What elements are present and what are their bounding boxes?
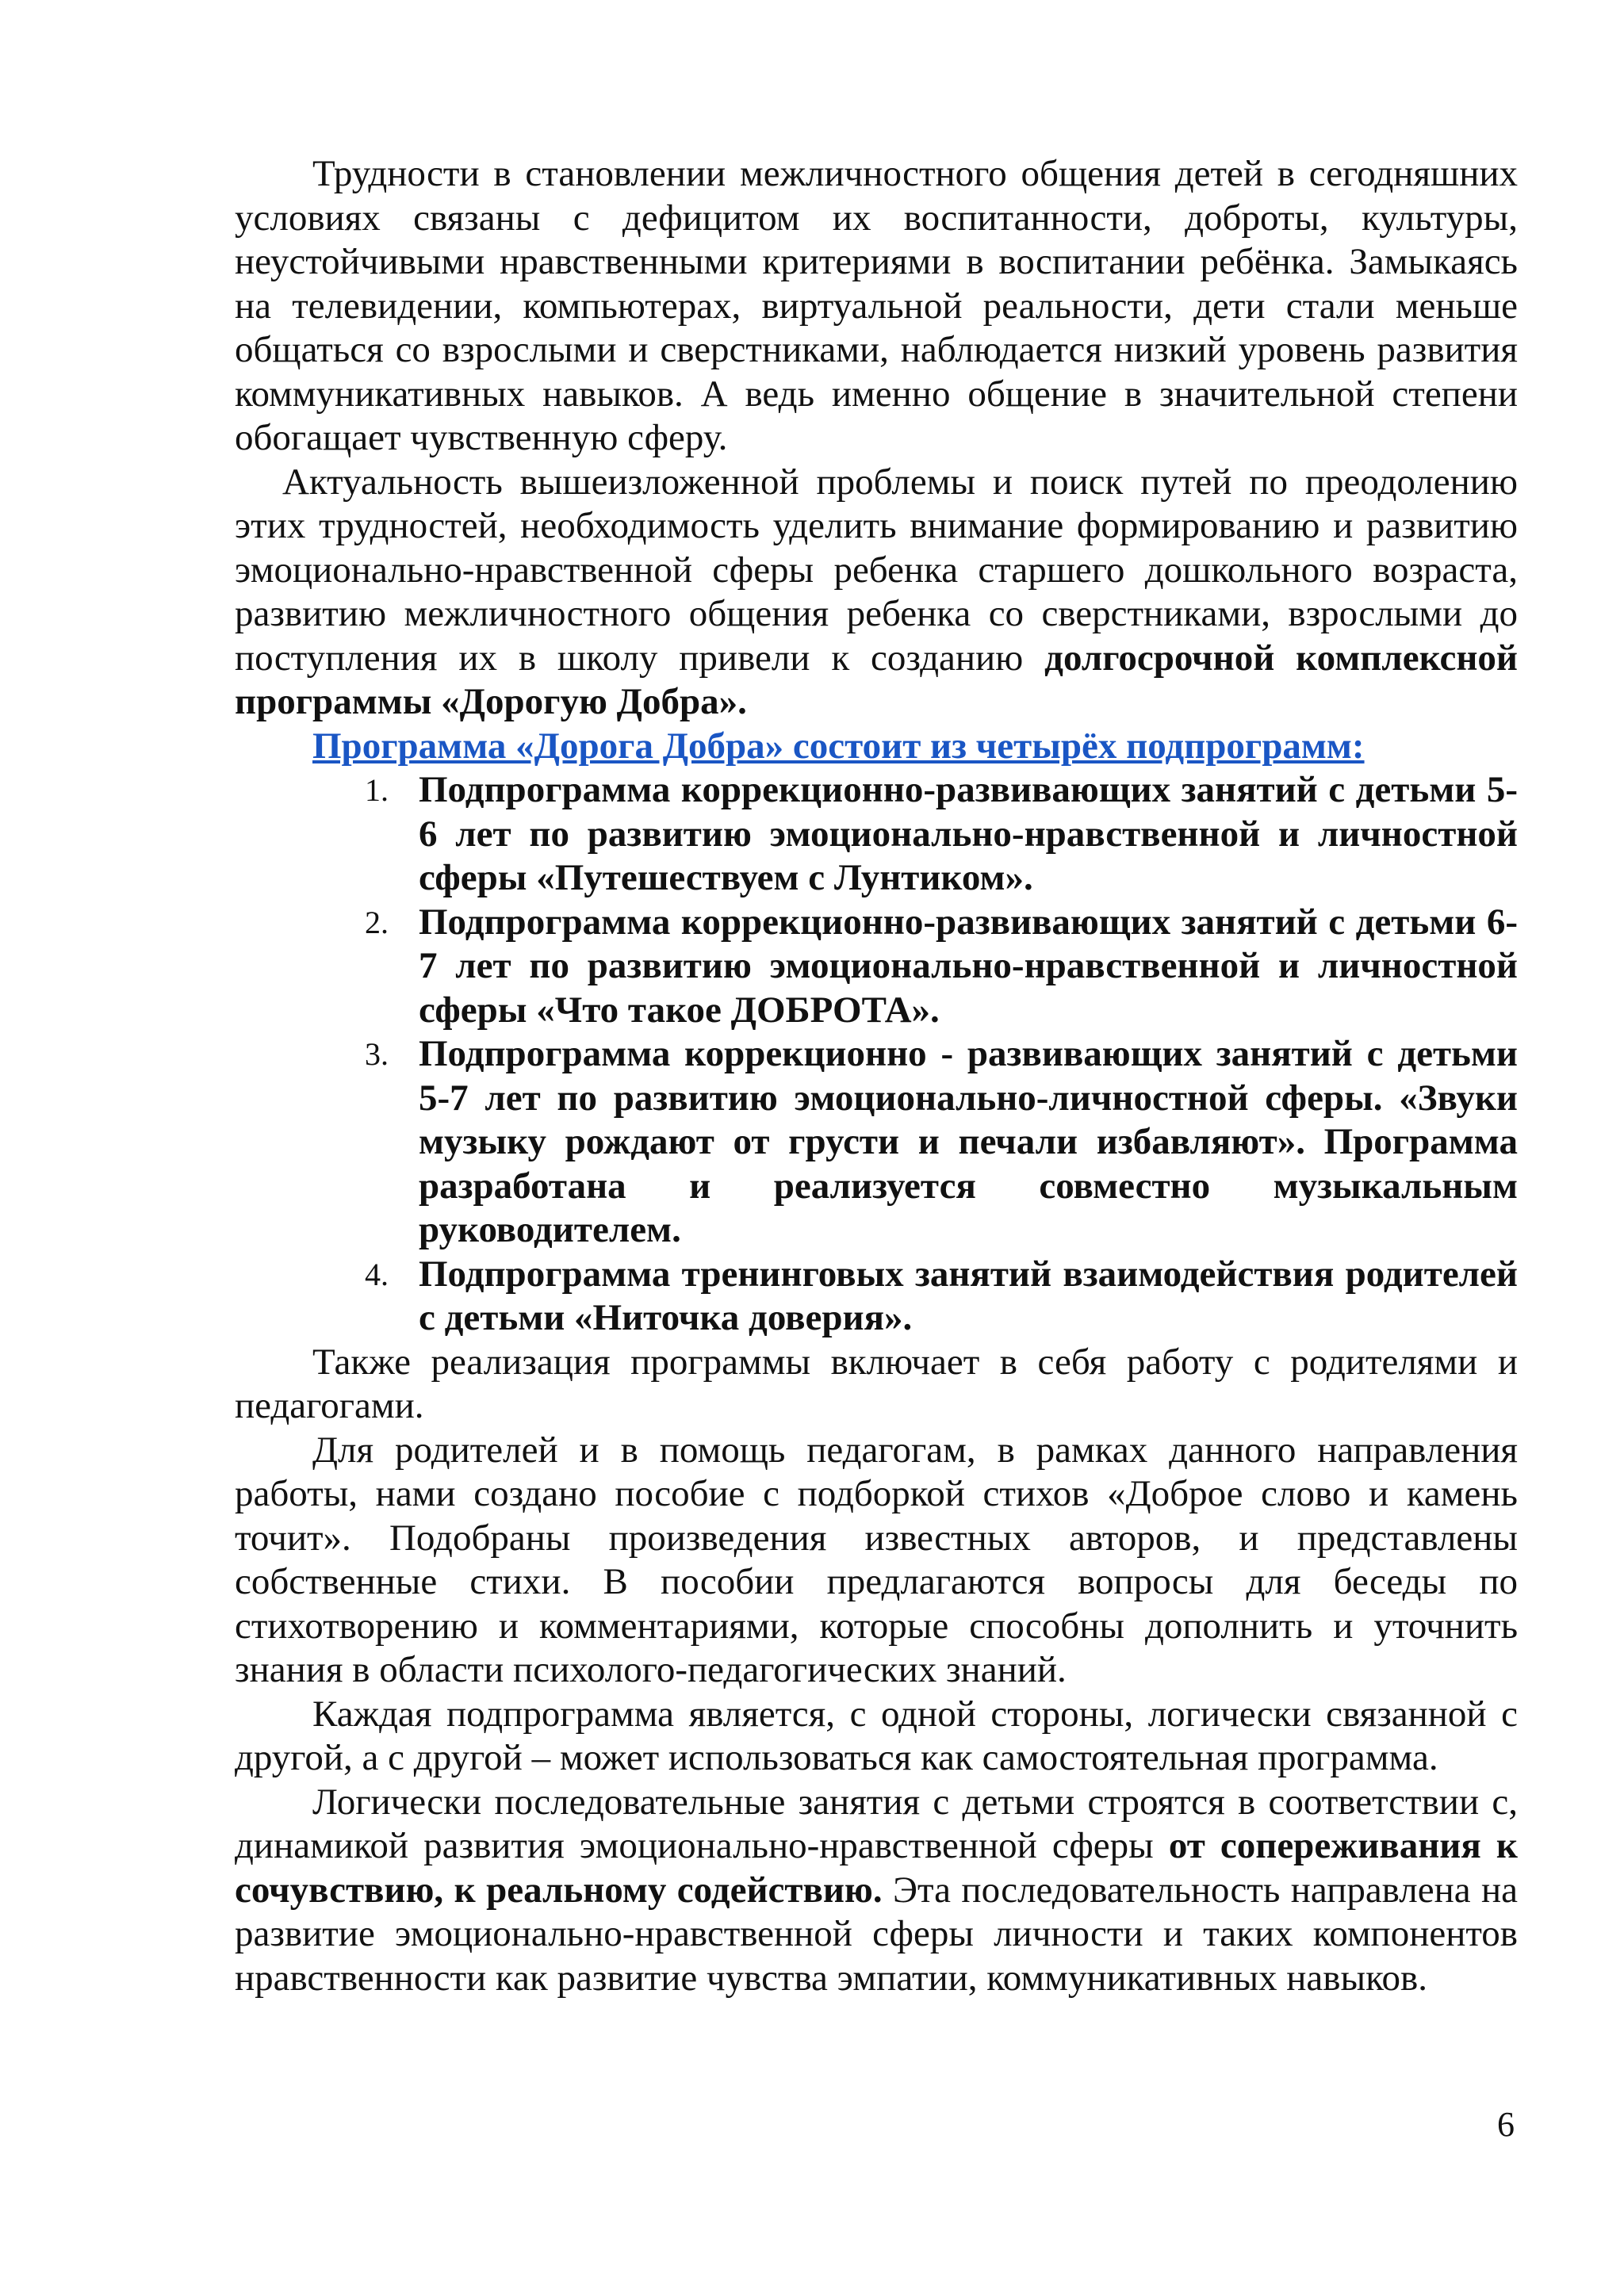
paragraph-implementation: Также реализация программы включает в себя работу с родителями и педагогами. (235, 1341, 1518, 1426)
subprogram-text: Подпрограмма тренинговых занятий взаимодействия родителей с детьми «Ниточка доверия». (419, 1253, 1518, 1338)
paragraph-manual: Для родителей и в помощь педагогам, в рамках данного направления работы, нами создано пособие с подборкой стихов «Доброе слово и камень точит». Подобраны произведения известных авторов, и представлены собственные стихи. В пособии предлагаются вопросы для беседы по стихотворению и комментариями, которые способны дополнить и уточнить знания в области психолого-педагогических знаний. (235, 1429, 1518, 1690)
subprogram-item (235, 768, 1518, 901)
paragraph-sequence (235, 1781, 1518, 2001)
subprogram-item (235, 1253, 1518, 1341)
paragraph-sequence-start: Логически последовательные занятия с детьми строятся в соответствии с, динамикой развития эмоционально-нравственной сферы (235, 1781, 1518, 1866)
subprogram-number: 2. (365, 904, 389, 940)
subprogram-list (235, 768, 1518, 1341)
document-page (235, 152, 1518, 2000)
subprogram-item (235, 1032, 1518, 1253)
paragraph-relevance-text: Актуальность вышеизложенной проблемы и поиск путей по преодолению этих трудностей, необходимость уделить внимание формированию и развитию эмоционально-нравственной сферы ребенка старшего дошкольного возраста, развитию межличностного общения ребенка со сверстниками, взрослыми до поступления их в школу привели к созданию (235, 461, 1518, 679)
paragraph-intro: Трудности в становлении межличностного общения детей в сегодняшних условиях связаны с дефицитом их воспитанности, доброты, культуры, неустойчивыми нравственными критериями в воспитании ребёнка. Замыкаясь на телевидении, компьютерах, виртуальной реальности, дети стали меньше общаться со взрослыми и сверстниками, наблюдается низкий уровень развития коммуникативных навыков. А ведь именно общение в значительной степени обогащает чувственную сферу. (235, 153, 1518, 458)
paragraph-sequence-end: Эта последовательность направлена на развитие эмоционально-нравственной сферы личности и таких компонентов нравственности как развитие чувства эмпатии, коммуникативных навыков. (235, 1869, 1518, 1999)
paragraph-sequence-bold: от сопереживания к сочувствию, к реальному содействию. (235, 1825, 1518, 1911)
program-heading-link[interactable]: Программа «Дорога Добра» состоит из четырёх подпрограмм: (312, 725, 1365, 767)
subprogram-item (235, 901, 1518, 1033)
page-number: 6 (1497, 2105, 1515, 2144)
paragraph-relevance (235, 461, 1518, 725)
subprogram-text: Подпрограмма коррекционно-развивающих занятий с детьми 5-6 лет по развитию эмоционально-нравственной и личностной сферы «Путешествуем с Лунтиком». (419, 769, 1518, 898)
program-title-bold: долгосрочной комплексной программы «Дорогую Добра». (235, 637, 1519, 722)
paragraph-logic: Каждая подпрограмма является, с одной стороны, логически связанной с другой, а с другой – может использоваться как самостоятельная программа. (235, 1693, 1518, 1778)
subprogram-text: Подпрограмма коррекционно - развивающих занятий с детьми 5-7 лет по развитию эмоционально-личностной сферы. «Звуки музыку рождают от грусти и печали избавляют». Программа разработана и реализуется совместно музыкальным руководителем. (419, 1033, 1518, 1250)
subprogram-number: 1. (365, 772, 389, 808)
subprogram-number: 3. (365, 1036, 389, 1072)
subprogram-text: Подпрограмма коррекционно-развивающих занятий с детьми 6-7 лет по развитию эмоционально-нравственной и личностной сферы «Что такое ДОБРОТА». (419, 901, 1518, 1031)
subprogram-number: 4. (365, 1256, 389, 1292)
